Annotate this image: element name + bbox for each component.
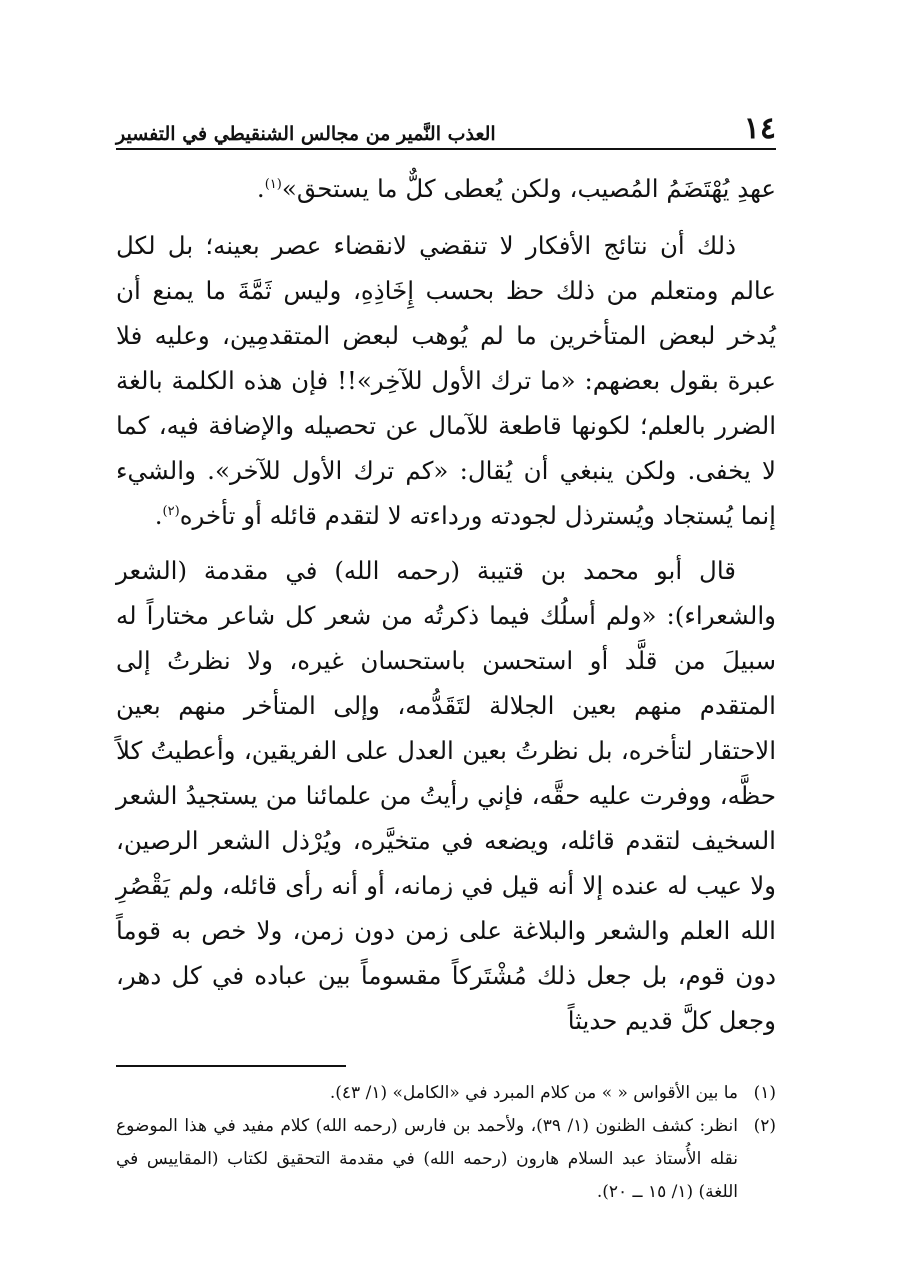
- page-header: [116, 100, 776, 150]
- paragraph-tail: .: [154, 501, 163, 530]
- footnote-text: انظر: كشف الظنون (١/ ٣٩)، ولأحمد بن فارس (رحمه الله) كلام مفيد في هذا الموضوع نقله الأُستاذ عبد السلام هارون (رحمه الله) في مقدمة التحقيق لكتاب (المقاييس في اللغة) (١/ ١٥ ــ ٢٠).: [116, 1116, 738, 1202]
- footnote-ref: (٢): [162, 503, 180, 519]
- main-text: [116, 166, 776, 1043]
- footnote-item: [116, 1110, 776, 1209]
- running-title: العذب النَّمير من مجالس الشنقيطي في التفسير: [116, 123, 496, 145]
- footnote-ref: (١): [264, 176, 282, 192]
- paragraph-continuation: [116, 166, 776, 211]
- footnote-number: (٢): [753, 1116, 776, 1136]
- paragraph-text: ذلك أن نتائج الأفكار لا تنقضي لانقضاء عصر بعينه؛ بل لكل عالم ومتعلم من ذلك حظ بحسب إِخَاذِهِ، وليس ثَمَّةَ ما يمنع أن يُدخر لبعض المتأخرين ما لم يُوهب لبعض المتقدمِين، وعليه فلا عبرة بقول بعضهم: «ما ترك الأول للآخِر»!! فإن هذه الكلمة بالغة الضرر بالعلم؛ لكونها قاطعة للآمال عن تحصيله والإضافة فيه، كما لا يخفى. ولكن ينبغي أن يُقال: «كم ترك الأول للآخر». والشيء إنما يُستجاد ويُسترذل لجودته ورداءته لا لتقدم قائله أو تأخره: [116, 231, 776, 530]
- page-number: ١٤: [743, 111, 776, 146]
- footnotes: [116, 1077, 776, 1209]
- book-page: [116, 100, 776, 1202]
- paragraph-tail: .: [256, 174, 265, 203]
- footnote-item: [116, 1077, 776, 1110]
- paragraph-text: عهدِ يُهْتَضَمُ المُصيب، ولكن يُعطى كلٌّ ما يستحق»: [281, 174, 776, 203]
- paragraph: [116, 223, 776, 538]
- footnote-text: ما بين الأقواس « » من كلام المبرد في «الكامل» (١/ ٤٣).: [329, 1083, 738, 1103]
- paragraph-text: قال أبو محمد بن قتيبة (رحمه الله) في مقدمة (الشعر والشعراء): «ولم أسلُك فيما ذكرتُه من شعر كل شاعر مختاراً له سبيلَ من قلَّد أو استحسن باستحسان غيره، ولا نظرتُ إلى المتقدم منهم بعين الجلالة لتَقَدُّمه، وإلى المتأخر منهم بعين الاحتقار لتأخره، بل نظرتُ بعين العدل على الفريقين، وأعطيتُ كلاً حظَّه، ووفرت عليه حقَّه، فإني رأيتُ من علمائنا من يستجيدُ الشعر السخيف لتقدم قائله، ويضعه في متخيَّره، ويُرْذل الشعر الرصين، ولا عيب له عنده إلا أنه قيل في زمانه، أو أنه رأى قائله، ولم يَقْصُرِ الله العلم والشعر والبلاغة على زمن دون زمن، ولا خص به قوماً دون قوم، بل جعل ذلك مُشْتَركاً مقسوماً بين عباده في كل دهر، وجعل كلَّ قديم حديثاً: [116, 556, 776, 1035]
- footnote-divider: [116, 1065, 346, 1067]
- paragraph-quote-ibn-qutayba: [116, 548, 776, 1043]
- footnote-number: (١): [753, 1083, 776, 1103]
